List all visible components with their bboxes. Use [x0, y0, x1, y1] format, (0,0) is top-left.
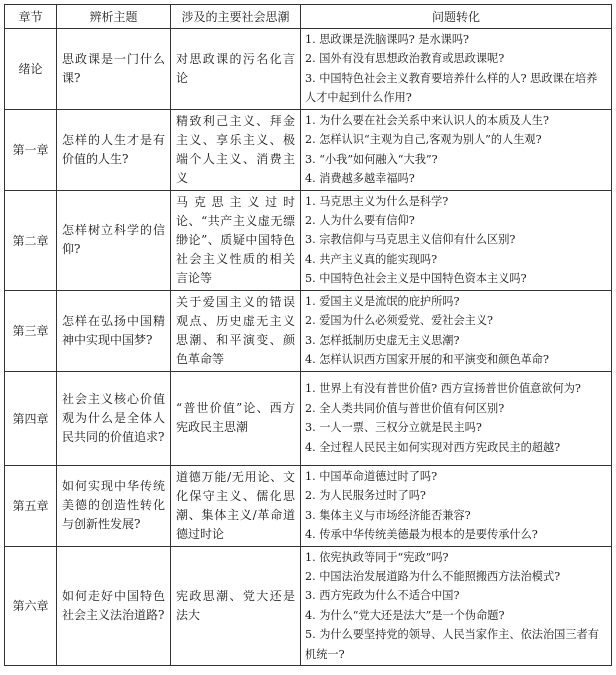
question-item: 5. 为什么要坚持党的领导、人民当家作主、依法治国三者有机统一?	[305, 628, 599, 661]
question-item: 3. 宗教信仰与马克思主义信仰有什么区别?	[305, 233, 516, 247]
table-row	[5, 546, 612, 665]
table-row	[5, 465, 612, 546]
chapter-cell: 绪论	[5, 29, 57, 110]
table-row	[5, 371, 612, 465]
topic-cell: 怎样树立科学的信仰?	[57, 190, 171, 290]
chapter-cell: 第六章	[5, 546, 57, 665]
question-item: 3. 中国特色社会主义教育要培养什么样的人? 思政课在培养人才中起到什么作用?	[305, 71, 598, 105]
social-thought-cell: “普世价值”论、西方宪政民主思潮	[171, 371, 301, 465]
header-row	[5, 5, 612, 29]
table-row	[5, 190, 612, 290]
questions-cell	[301, 371, 612, 465]
question-item: 3. 一人一票、三权分立就是民主吗?	[305, 421, 482, 435]
social-thought-cell: 马克思主义过时论、“共产主义虚无缥缈论”、质疑中国特色社会主义性质的相关言论等	[171, 190, 301, 290]
topic-cell: 怎样在弘扬中国精神中实现中国梦?	[57, 290, 171, 371]
table-row	[5, 29, 612, 110]
question-item: 4. 共产主义真的能实现吗?	[305, 252, 438, 266]
questions-cell	[301, 109, 612, 190]
social-thought-cell: 宪政思潮、党大还是法大	[171, 546, 301, 665]
ideology-analysis-table	[4, 4, 612, 666]
question-item: 2. 国外有没有思想政治教育或思政课呢?	[305, 52, 505, 66]
question-item: 3. 西方宪政为什么不适合中国?	[305, 589, 460, 603]
header-topic: 辨析主题	[57, 5, 171, 29]
questions-cell	[301, 465, 612, 546]
question-item: 4. 全过程人民民主如何实现对西方宪政民主的超越?	[305, 440, 561, 454]
header-chapter: 章节	[5, 5, 57, 29]
chapter-cell: 第四章	[5, 371, 57, 465]
question-item: 2. 中国法治发展道路为什么不能照搬西方法治模式?	[305, 570, 561, 584]
topic-cell: 思政课是一门什么课?	[57, 29, 171, 110]
question-item: 3. “小我”如何融入“大我”?	[305, 152, 438, 166]
question-item: 3. 怎样抵制历史虚无主义思潮?	[305, 333, 460, 347]
table-row	[5, 109, 612, 190]
question-item: 2. 爱国为什么必须爱党、爱社会主义?	[305, 314, 494, 328]
question-item: 2. 人为什么要有信仰?	[305, 214, 415, 228]
topic-cell: 社会主义核心价值观为什么是全体人民共同的价值追求?	[57, 371, 171, 465]
question-item: 1. 为什么要在社会关系中来认识人的本质及人生?	[305, 113, 549, 127]
questions-cell	[301, 29, 612, 110]
social-thought-cell: 道德万能/无用论、文化保守主义、儒化思潮、集体主义/革命道德过时论	[171, 465, 301, 546]
header-social-thought: 涉及的主要社会思潮	[171, 5, 301, 29]
question-item: 1. 爱国主义是流氓的庇护所吗?	[305, 294, 460, 308]
header-question-transform: 问题转化	[301, 5, 612, 29]
chapter-cell: 第三章	[5, 290, 57, 371]
question-item: 1. 世界上有没有普世价值? 西方宣扬普世价值意欲何为?	[305, 382, 581, 396]
chapter-cell: 第二章	[5, 190, 57, 290]
topic-cell: 怎样的人生才是有价值的人生?	[57, 109, 171, 190]
question-item: 5. 中国特色社会主义是中国特色资本主义吗?	[305, 272, 527, 286]
questions-cell	[301, 190, 612, 290]
chapter-cell: 第一章	[5, 109, 57, 190]
question-item: 4. 为什么“党大还是法大”是一个伪命题?	[305, 608, 505, 622]
question-item: 4. 传承中华传统美德最为根本的是要传承什么?	[305, 528, 538, 542]
table-body	[5, 29, 612, 666]
question-item: 3. 集体主义与市场经济能否兼容?	[305, 508, 471, 522]
social-thought-cell: 关于爱国主义的错误观点、历史虚无主义思潮、和平演变、颜色革命等	[171, 290, 301, 371]
question-item: 1. 依宪执政等同于“宪政”吗?	[305, 550, 449, 564]
question-item: 2. 为人民服务过时了吗?	[305, 489, 426, 503]
chapter-cell: 第五章	[5, 465, 57, 546]
table-header	[5, 5, 612, 29]
questions-cell	[301, 546, 612, 665]
question-item: 2. 怎样认识“主观为自己,客观为别人”的人生观?	[305, 133, 542, 147]
question-item: 4. 消费越多越幸福吗?	[305, 172, 415, 186]
question-item: 1. 马克思主义为什么是科学?	[305, 194, 449, 208]
question-item: 2. 全人类共同价值与普世价值有何区别?	[305, 401, 505, 415]
question-item: 1. 中国革命道德过时了吗?	[305, 469, 438, 483]
social-thought-cell: 精致利己主义、拜金主义、享乐主义、极端个人主义、消费主义	[171, 109, 301, 190]
question-item: 4. 怎样认识西方国家开展的和平演变和颜色革命?	[305, 353, 549, 367]
topic-cell: 如何实现中华传统美德的创造性转化与创新性发展?	[57, 465, 171, 546]
question-item: 1. 思政课是洗脑课吗? 是水课吗?	[305, 33, 470, 46]
table-row	[5, 290, 612, 371]
topic-cell: 如何走好中国特色社会主义法治道路?	[57, 546, 171, 665]
social-thought-cell: 对思政课的污名化言论	[171, 29, 301, 110]
questions-cell	[301, 290, 612, 371]
